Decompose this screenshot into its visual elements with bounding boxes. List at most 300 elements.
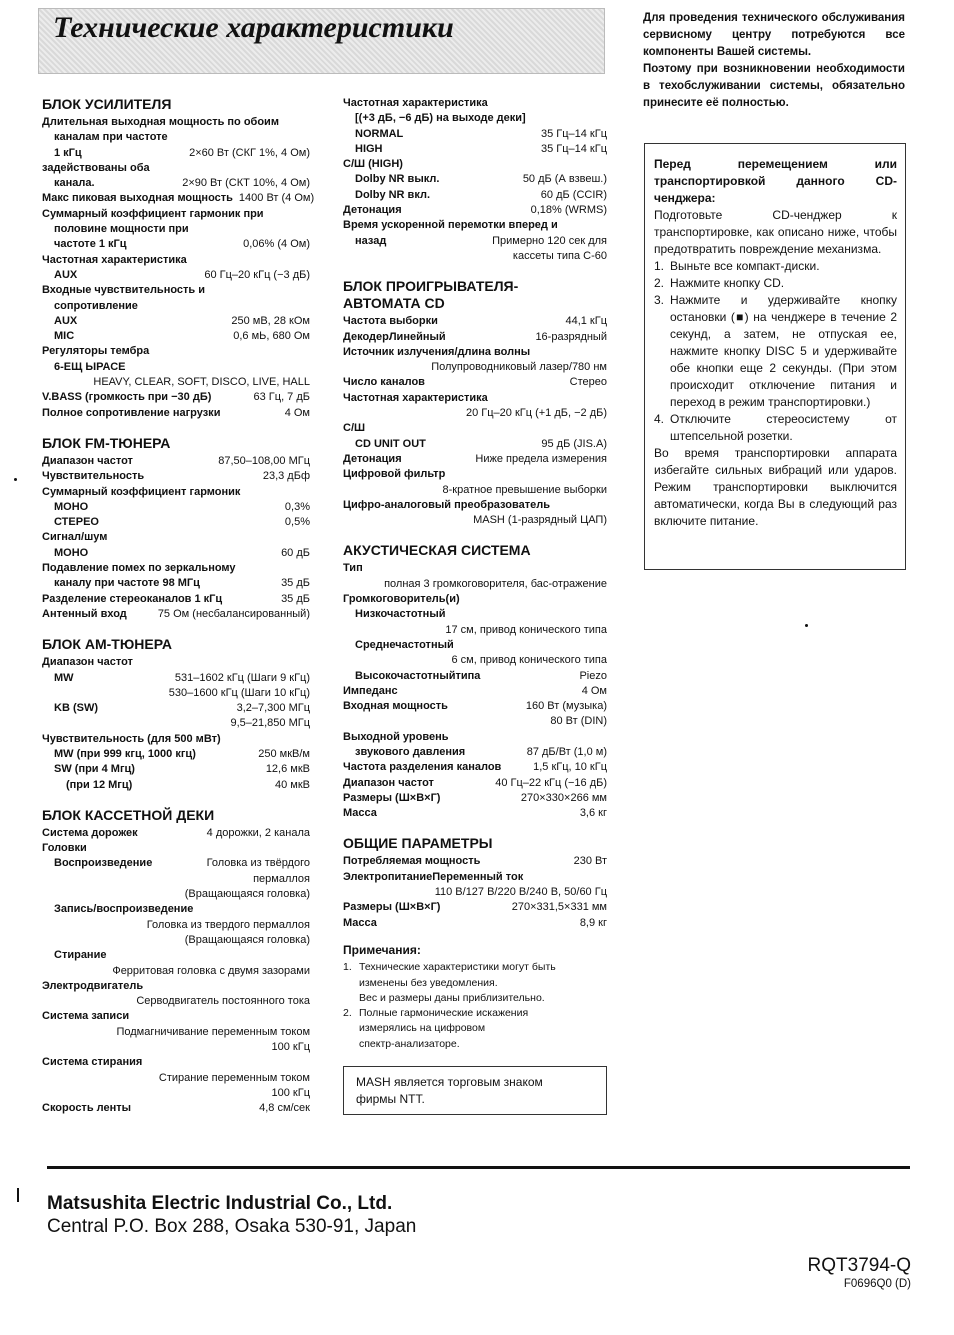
- spec-value: 23,3 дБф: [262, 470, 310, 483]
- spec-label: Громкоговоритель(и): [343, 593, 460, 606]
- step-text: Выньте все компакт-диски.: [670, 259, 820, 273]
- spec-label: Воспроизведение: [54, 857, 153, 870]
- spec-value: 2×60 Вт (СКГ 1%, 4 Ом): [189, 146, 310, 159]
- spec-row: [42, 546, 310, 561]
- spec-label: Диапазон частот: [42, 454, 133, 467]
- spec-value: 3,2–7,300 МГц: [236, 702, 310, 715]
- spec-value: 44,1 кГц: [565, 315, 607, 328]
- spec-label: Система дорожек: [42, 826, 138, 839]
- spec-value: 8,9 кг: [579, 916, 607, 929]
- spec-row: [42, 747, 310, 762]
- spec-label: Стирание: [54, 949, 107, 962]
- spec-row: [343, 791, 607, 806]
- spec-value: 35 дБ: [281, 592, 310, 605]
- spec-row: [42, 469, 310, 484]
- spec-value: 6 см, привод конического типа: [451, 654, 607, 667]
- step-item: [654, 292, 897, 411]
- step-text: Нажмите кнопку CD.: [670, 276, 785, 290]
- spec-row: [343, 218, 607, 233]
- spec-row: [42, 390, 310, 405]
- note-text: Технические характеристики могут быть изменены без уведомления. Вес и размеры даны приблизительно.: [359, 961, 556, 1004]
- note-text: Полные гармонические искажения измерялись на цифровом спектр-анализаторе.: [359, 1007, 529, 1050]
- spec-row: [42, 454, 310, 469]
- spec-value: 0,6 мЬ, 680 Ом: [233, 330, 310, 343]
- spec-row: [343, 142, 607, 157]
- spec-label: задействованы оба: [42, 161, 150, 174]
- spec-label: Чувствительность: [42, 470, 145, 483]
- spec-value: 63 Гц, 7 дБ: [253, 391, 310, 404]
- spec-row: [42, 686, 310, 701]
- spec-label: [(+3 дБ, −6 дБ) на выходе деки]: [355, 112, 526, 125]
- spec-row: [343, 699, 607, 714]
- spec-value: 40 мкВ: [274, 778, 310, 791]
- spec-label: KB (SW): [54, 702, 98, 715]
- spec-label: Тип: [343, 562, 363, 575]
- spec-value: 20 Гц–20 кГц (+1 дБ, −2 дБ): [466, 407, 607, 420]
- spec-row: [42, 948, 310, 963]
- general-title: ОБЩИЕ ПАРАМЕТРЫ: [343, 835, 493, 852]
- spec-label: Частотная характеристика: [343, 391, 488, 404]
- spec-label: Детонация: [343, 204, 402, 217]
- spec-value: Примерно 120 сек для: [492, 234, 607, 247]
- spec-value: 75 Ом (несбалансированный): [157, 607, 310, 620]
- column-middle: [343, 96, 607, 1115]
- cd-transport-title: Перед перемещением или транспортировкой данного CD-ченджера:: [654, 157, 897, 205]
- spec-row: [42, 1101, 310, 1116]
- company-address: Central P.O. Box 288, Osaka 530-91, Japan: [47, 1216, 417, 1237]
- spec-value: 16-разрядный: [535, 330, 607, 343]
- spec-value: 110 В/127 В/220 В/240 В, 50/60 Гц: [434, 886, 607, 899]
- spec-label: Частотная характеристика: [343, 97, 488, 109]
- spec-row: [343, 623, 607, 638]
- service-notice: [643, 10, 905, 112]
- spec-value: 12,6 мкВ: [265, 763, 310, 776]
- spec-row: [42, 515, 310, 530]
- spec-label: ДекодерЛинейный: [343, 330, 446, 343]
- spec-row: [343, 406, 607, 421]
- speakers-title: АКУСТИЧЕСКАЯ СИСТЕМА: [343, 542, 531, 559]
- spec-row: [42, 607, 310, 622]
- spec-value: 60 дБ (CCIR): [540, 188, 607, 201]
- spec-row: [42, 115, 310, 130]
- spec-label: Суммарный коэффициент гармоник при: [42, 207, 264, 220]
- spec-row: [343, 854, 607, 869]
- spec-row: [42, 130, 310, 145]
- spec-row: [343, 776, 607, 791]
- spec-row: [42, 237, 310, 252]
- spec-label: Частота разделения каналов: [343, 761, 502, 774]
- spec-value: 80 Вт (DIN): [550, 715, 607, 728]
- spec-row: [42, 299, 310, 314]
- spec-label: Цифро-аналоговый преобразователь: [343, 498, 550, 511]
- spec-row: [42, 979, 310, 994]
- spec-label: Dolby NR выкл.: [355, 173, 440, 186]
- spec-value: 250 мВ, 28 кОм: [231, 314, 310, 327]
- spec-label: частоте 1 кГц: [54, 238, 127, 251]
- footer-rule: [47, 1166, 910, 1169]
- am-tuner-title: БЛОК АМ-ТЮНЕРА: [42, 636, 172, 653]
- spec-row: [42, 207, 310, 222]
- amplifier-specs-extra: [42, 390, 310, 421]
- spec-value: 9,5–21,850 МГц: [230, 717, 310, 730]
- spec-label: Суммарный коэффициент гармоник: [42, 485, 241, 498]
- spec-row: [42, 406, 310, 421]
- spec-value: 250 мкВ/м: [258, 747, 310, 760]
- spec-label: MW (при 999 кгц, 1000 кгц): [54, 747, 196, 760]
- spec-row: [343, 437, 607, 452]
- spec-label: Длительная выходная мощность по обоим: [42, 116, 279, 128]
- spec-label: MIC: [54, 330, 75, 343]
- spec-row: [343, 234, 607, 249]
- spec-row: [343, 360, 607, 375]
- spec-value: 100 кГц: [271, 1086, 310, 1099]
- spec-row: [343, 375, 607, 390]
- spec-row: [343, 452, 607, 467]
- spec-label: С/Ш (HIGH): [343, 158, 403, 171]
- spec-value: 531–1602 кГц (Шаги 9 кГц): [174, 671, 310, 684]
- spec-label: Высокочастотныйтипа: [355, 669, 481, 682]
- spec-label: SW (при 4 Мгц): [54, 763, 135, 776]
- company-name: Matsushita Electric Industrial Co., Ltd.: [47, 1193, 393, 1214]
- step-number: 1.: [654, 259, 665, 273]
- spec-row: [343, 249, 607, 264]
- spec-row: [42, 841, 310, 856]
- page-title: Технические характеристики: [53, 11, 454, 44]
- spec-label: CD UNIT OUT: [355, 437, 426, 450]
- spec-value: 230 Вт: [573, 855, 607, 868]
- spec-label: Размеры (Ш×В×Г): [343, 791, 441, 804]
- spec-row: [343, 730, 607, 745]
- spec-label: Разделение стереоканалов 1 кГц: [42, 592, 223, 605]
- spec-label: назад: [355, 234, 387, 247]
- spec-row: [343, 188, 607, 203]
- print-speck: [14, 478, 17, 481]
- spec-row: [42, 268, 310, 283]
- spec-row: [343, 314, 607, 329]
- spec-value: 60 Гц–20 кГц (−3 дБ): [204, 268, 310, 281]
- spec-label: V.BASS (громкость при −30 дБ): [42, 391, 212, 404]
- print-code: F0696Q0 (D): [843, 1278, 911, 1290]
- spec-value: (Вращающаяся головка): [184, 933, 310, 946]
- spec-label: Антенный вход: [42, 607, 127, 620]
- spec-label: МОНО: [54, 546, 89, 559]
- step-number: 2.: [654, 276, 665, 290]
- spec-value: (Вращающаяся головка): [184, 888, 310, 901]
- spec-label: каналам при частоте: [54, 131, 168, 144]
- spec-value: 35 Гц–14 кГц: [540, 142, 607, 155]
- spec-row: [42, 762, 310, 777]
- step-number: 4.: [654, 412, 665, 426]
- spec-label: Среднечастотный: [355, 638, 454, 651]
- spec-value: 4 Ом: [284, 406, 310, 419]
- spec-row: [343, 577, 607, 592]
- service-paragraph-2: Поэтому при возникновении необходимости в техобслуживании системы, обязательно принесите её полностью.: [643, 63, 905, 109]
- cd-player-specs: [343, 314, 607, 528]
- spec-label: Цифровой фильтр: [343, 468, 446, 481]
- spec-row: [42, 561, 310, 576]
- title-banner: [38, 8, 605, 74]
- spec-row: [343, 96, 607, 111]
- spec-row: [42, 283, 310, 298]
- spec-row: [42, 1055, 310, 1070]
- spec-row: [42, 176, 310, 191]
- spec-value: 100 кГц: [271, 1041, 310, 1054]
- spec-row: [42, 576, 310, 591]
- notes-title: Примечания:: [343, 942, 421, 957]
- spec-row: [343, 607, 607, 622]
- spec-row: [42, 161, 310, 176]
- spec-label: HIGH: [355, 142, 383, 155]
- spec-label: половине мощности при: [54, 223, 189, 236]
- spec-value: кассеты типа С-60: [512, 249, 607, 262]
- note-item: [343, 1006, 607, 1052]
- spec-label: Электродвигатель: [42, 979, 144, 992]
- spec-label: Подавление помех по зеркальному: [42, 562, 236, 575]
- spec-row: [42, 191, 315, 206]
- spec-row: [343, 885, 607, 900]
- spec-label: Потребляемая мощность: [343, 855, 481, 868]
- step-item: [654, 411, 897, 445]
- spec-value: Ферритовая головка с двумя зазорами: [112, 964, 310, 977]
- spec-label: С/Ш: [343, 422, 366, 435]
- spec-row: [42, 253, 310, 268]
- am-tuner-specs: [42, 655, 310, 793]
- spec-label: Запись/воспроизведение: [54, 903, 194, 916]
- fm-tuner-specs: [42, 454, 310, 622]
- spec-label: Входные чувствительность и: [42, 284, 205, 297]
- spec-value: пермаллоя: [253, 872, 310, 885]
- spec-row: [343, 513, 607, 528]
- spec-value: 1400 Вт (4 Ом): [238, 192, 315, 205]
- cd-transport-warning: Во время транспортировки аппарата избегайте сильных вибраций или ударов. Режим транспортировки выключится автоматически, когда Вы в следующий раз включите питание.: [654, 446, 897, 528]
- spec-value: 95 дБ (JIS.A): [541, 437, 607, 450]
- print-speck: [805, 624, 808, 627]
- spec-row: [343, 669, 607, 684]
- spec-label: Масса: [343, 916, 377, 929]
- spec-value: Головка из твердого пермаллоя: [146, 918, 310, 931]
- spec-value: 40 Гц–22 кГц (−16 дБ): [495, 776, 607, 789]
- spec-value: 530–1600 кГц (Шаги 10 кГц): [168, 686, 310, 699]
- spec-value: 35 Гц–14 кГц: [540, 127, 607, 140]
- spec-value: Головка из твёрдого: [206, 857, 310, 870]
- spec-label: каналу при частоте 98 МГц: [54, 577, 200, 590]
- step-text: Нажмите и удерживайте кнопку остановки (■) на ченджере в течение 2 секунд, а затем, не отпуская ее, нажмите кнопку DISC 5 и удерживайте обе кнопки еще 2 секунды. (При этом происходит отключение питания и переход в режим транспортировки.): [670, 293, 897, 409]
- spec-label: Макс пиковая выходная мощность: [42, 192, 233, 205]
- spec-label: Источник излучения/длина волны: [343, 345, 531, 358]
- spec-value: 0,06% (4 Ом): [243, 238, 310, 251]
- note-number: 2.: [343, 1007, 352, 1020]
- spec-row: [42, 856, 310, 871]
- spec-label: канала.: [54, 177, 95, 190]
- spec-row: [42, 778, 310, 793]
- spec-label: Низкочастотный: [355, 608, 446, 621]
- spec-value: 87,50–108,00 МГц: [218, 454, 310, 467]
- cassette-title: БЛОК КАССЕТНОЙ ДЕКИ: [42, 806, 215, 823]
- spec-value: Подмагничивание переменным током: [116, 1025, 310, 1038]
- spec-row: [42, 887, 310, 902]
- spec-row: [42, 701, 310, 716]
- spec-label: Полное сопротивление нагрузки: [42, 406, 221, 419]
- cd-transport-intro: Подготовьте CD-ченджер к транспортировке, как описано ниже, чтобы предотвратить повреждение механизма.: [654, 208, 897, 256]
- spec-value: 4 Ом: [581, 684, 607, 697]
- spec-value: 270×331,5×331 мм: [511, 901, 607, 914]
- spec-label: Размеры (Ш×В×Г): [343, 901, 441, 914]
- mash-trademark-box: MASH является торговым знаком фирмы NTT.: [343, 1066, 607, 1115]
- spec-row: [343, 900, 607, 915]
- amplifier-title: БЛОК УСИЛИТЕЛЯ: [42, 96, 172, 112]
- spec-row: [343, 760, 607, 775]
- spec-row: [42, 732, 310, 747]
- spec-row: [343, 421, 607, 436]
- spec-row: [343, 391, 607, 406]
- spec-row: [343, 870, 607, 885]
- spec-row: [42, 1086, 310, 1101]
- spec-row: [42, 146, 310, 161]
- spec-value: 0,5%: [284, 516, 310, 529]
- step-item: [654, 258, 897, 275]
- spec-row: [343, 330, 607, 345]
- spec-row: [42, 1009, 310, 1024]
- spec-label: ЭлектропитаниеПеременный ток: [343, 870, 524, 883]
- cassette-freq-specs: [343, 96, 607, 264]
- spec-row: [42, 222, 310, 237]
- spec-value: 160 Вт (музыка): [525, 700, 607, 713]
- cd-transport-box: [644, 143, 906, 570]
- spec-value: Стерео: [569, 376, 607, 389]
- note-number: 1.: [343, 961, 352, 974]
- spec-value: 87 дБ/Вт (1,0 м): [526, 745, 607, 758]
- spec-row: [42, 872, 310, 887]
- spec-value: 35 дБ: [281, 577, 310, 590]
- spec-label: звукового давления: [355, 745, 466, 758]
- amplifier-specs: [42, 115, 315, 375]
- spec-row: [343, 592, 607, 607]
- spec-label: СТЕРЕО: [54, 516, 99, 529]
- spec-row: [42, 485, 310, 500]
- cd-player-title: БЛОК ПРОИГРЫВАТЕЛЯ- АВТОМАТА CD: [343, 278, 519, 312]
- spec-row: [343, 203, 607, 218]
- step-item: [654, 275, 897, 292]
- spec-row: [343, 684, 607, 699]
- column-left: [42, 96, 315, 1117]
- service-paragraph-1: Для проведения технического обслуживания сервисному центру потребуются все компоненты Вашей системы.: [643, 12, 905, 58]
- spec-value: Серводвигатель постоянного тока: [136, 995, 310, 1008]
- spec-value: 4,8 см/сек: [259, 1102, 310, 1115]
- spec-label: Число каналов: [343, 376, 425, 389]
- document-code: RQT3794-Q: [807, 1255, 911, 1276]
- spec-label: Регуляторы тембра: [42, 345, 150, 358]
- spec-row: [343, 345, 607, 360]
- spec-label: Dolby NR вкл.: [355, 188, 431, 201]
- spec-label: сопротивление: [54, 299, 138, 312]
- spec-label: NORMAL: [355, 127, 404, 140]
- margin-mark: [17, 1188, 19, 1202]
- spec-value: 270×330×266 мм: [520, 791, 607, 804]
- spec-row: [343, 916, 607, 931]
- spec-label: Частота выборки: [343, 315, 438, 328]
- spec-row: [343, 714, 607, 729]
- spec-value: 4 дорожки, 2 канала: [206, 826, 310, 839]
- spec-value: полная 3 громкоговорителя, бас-отражение: [384, 577, 607, 590]
- spec-value: 0,18% (WRMS): [530, 204, 607, 217]
- spec-row: [343, 111, 607, 126]
- spec-row: [42, 933, 310, 948]
- note-item: [343, 960, 607, 1006]
- spec-row: [42, 329, 310, 344]
- general-specs: [343, 854, 607, 930]
- spec-label: Диапазон частот: [42, 656, 133, 669]
- spec-label: Время ускоренной перемотки вперед и: [343, 219, 558, 232]
- spec-label: (при 12 Мгц): [66, 778, 133, 791]
- spec-value: 3,6 кг: [579, 807, 607, 820]
- spec-label: Детонация: [343, 452, 402, 465]
- spec-row: [42, 1025, 310, 1040]
- spec-label: Скорость ленты: [42, 1102, 132, 1115]
- cassette-specs: [42, 826, 310, 1117]
- spec-value: MASH (1-разрядный ЦАП): [473, 514, 607, 527]
- spec-label: Чувствительность (для 500 мВт): [42, 732, 221, 745]
- spec-row: [343, 467, 607, 482]
- spec-label: Частотная характеристика: [42, 253, 187, 266]
- spec-label: МОНО: [54, 500, 89, 513]
- spec-row: [343, 172, 607, 187]
- spec-label: Масса: [343, 807, 377, 820]
- speakers-specs: [343, 561, 607, 821]
- spec-row: [42, 360, 310, 375]
- spec-row: [42, 500, 310, 515]
- spec-row: [343, 157, 607, 172]
- spec-value: Piezo: [579, 669, 607, 682]
- spec-row: [42, 1071, 310, 1086]
- spec-row: [343, 498, 607, 513]
- spec-row: [42, 1040, 310, 1055]
- spec-value: 50 дБ (А взвеш.): [522, 173, 607, 186]
- spec-row: [42, 530, 310, 545]
- spec-label: MW: [54, 671, 74, 684]
- spec-row: [42, 314, 310, 329]
- spec-row: [42, 655, 310, 670]
- spec-row: [42, 918, 310, 933]
- spec-value: Полупроводниковый лазер/780 нм: [431, 361, 607, 374]
- spec-row: [343, 653, 607, 668]
- spec-value: 1,5 кГц, 10 кГц: [533, 761, 607, 774]
- eq-modes: HEAVY, CLEAR, SOFT, DISCO, LIVE, HALL: [93, 376, 310, 389]
- spec-value: Стирание переменным током: [158, 1071, 310, 1084]
- spec-value: 17 см, привод конического типа: [445, 623, 607, 636]
- spec-value: 0,3%: [284, 500, 310, 513]
- spec-row: [42, 964, 310, 979]
- step-number: 3.: [654, 293, 665, 307]
- spec-label: Выходной уровень: [343, 730, 449, 743]
- spec-row: [42, 826, 310, 841]
- spec-label: AUX: [54, 314, 78, 327]
- spec-row: [343, 127, 607, 142]
- spec-row: [42, 344, 310, 359]
- spec-label: Система стирания: [42, 1056, 143, 1069]
- step-text: Отключите стереосистему от штепсельной розетки.: [670, 412, 897, 443]
- spec-label: 6-ЕЩ ЫРАСЕ: [54, 360, 126, 373]
- spec-row: [343, 745, 607, 760]
- spec-row: [42, 671, 310, 686]
- spec-label: Сигнал/шум: [42, 531, 108, 544]
- spec-label: Система записи: [42, 1010, 130, 1023]
- spec-label: AUX: [54, 268, 78, 281]
- spec-row: [343, 638, 607, 653]
- spec-label: Диапазон частот: [343, 776, 434, 789]
- spec-row: [343, 806, 607, 821]
- spec-value: 8-кратное превышение выборки: [442, 483, 607, 496]
- spec-row: [42, 902, 310, 917]
